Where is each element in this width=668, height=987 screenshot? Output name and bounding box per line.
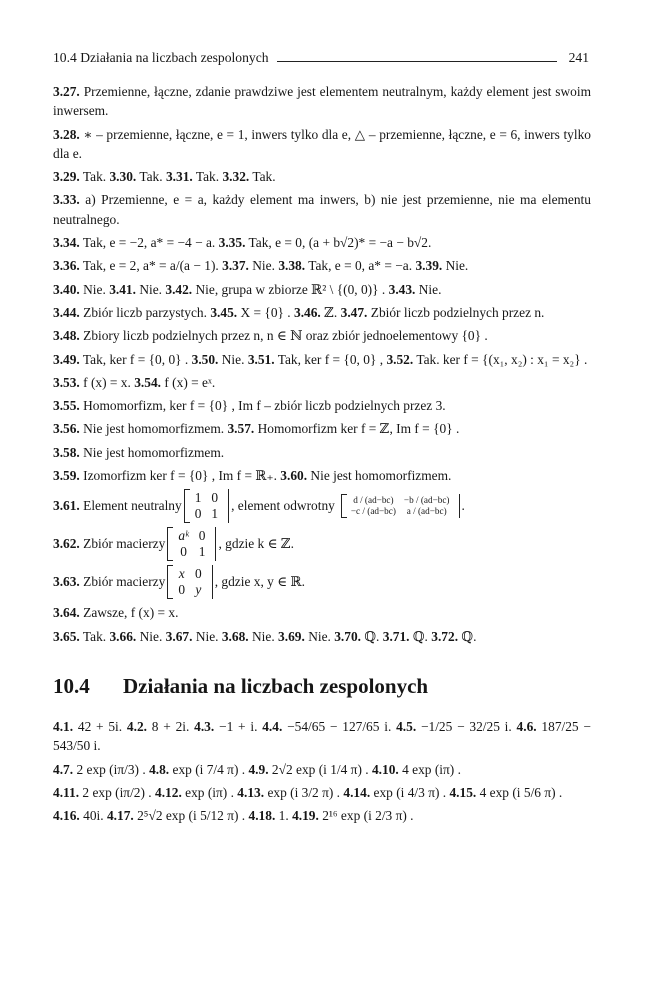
answer-line — [53, 82, 591, 121]
complex-answer-line — [53, 760, 591, 779]
answer-text: 187/25 − 543/50 i. — [53, 718, 591, 754]
answer-text: Nie. — [445, 258, 469, 274]
answer-text: Tak. ker f = {(x₁, x₂) : x₁ = x₂} . — [416, 351, 588, 367]
answer-text: 4 exp (i 5/6 π) . — [479, 784, 563, 800]
answer-number: 3.52. — [386, 351, 414, 367]
matrix-cell: 0 — [195, 566, 202, 582]
answer-line — [53, 303, 591, 322]
answer-number: 3.53. — [53, 374, 80, 390]
answer-text: Nie, grupa w zbiorze ℝ² \ {(0, 0)} . — [195, 281, 386, 297]
answer-number: 3.33. — [53, 192, 80, 208]
answer-text: Nie. — [418, 281, 442, 297]
answer-text: 40i. — [83, 808, 104, 824]
answer-number: 4.2. — [126, 718, 148, 734]
answer-number: 4.12. — [155, 784, 182, 800]
answer-line — [53, 233, 591, 252]
matrix-cell: 1 — [194, 490, 202, 506]
answer-line — [53, 280, 591, 299]
answer-text: Nie jest homomorfizmem. — [83, 421, 225, 437]
answers-block — [53, 82, 591, 829]
answer-number: 3.61. — [53, 498, 80, 514]
answer-text: Przemienne, łączne, zdanie prawdziwe jest elementem neutralnym, każdy element jest swoim inwersem. — [53, 84, 591, 119]
matrix-cell: d / (ad−bc) — [353, 495, 394, 506]
answer-text: Tak. — [195, 169, 220, 185]
matrix — [167, 565, 212, 599]
answer-line — [53, 190, 591, 229]
answer-number: 3.38. — [278, 258, 306, 274]
answer-text: X = {0} . — [240, 304, 291, 320]
answer-number: 3.45. — [210, 304, 238, 320]
answer-text: −1/25 − 32/25 i. — [420, 718, 512, 734]
answer-text: Tak, ker f = {0, 0} , — [277, 351, 384, 367]
matrix-cell: 0 — [178, 582, 186, 598]
answer-text: 2 exp (iπ/2) . — [82, 784, 152, 800]
section-title: Działania na liczbach zespolonych — [123, 673, 429, 698]
answer-text: −1 + i. — [219, 718, 258, 734]
matrix-cell: 0 — [211, 490, 219, 506]
header-rule — [277, 61, 557, 62]
answer-number: 3.62. — [53, 536, 80, 552]
answer-text: exp (iπ) . — [185, 784, 234, 800]
answer-text: exp (i 4/3 π) . — [373, 784, 447, 800]
answer-text: Nie. — [195, 628, 219, 644]
answer-number: 3.71. — [382, 628, 410, 644]
answer-text: 2¹⁶ exp (i 2/3 π) . — [322, 808, 414, 824]
answer-text: Zawsze, f (x) = x. — [83, 605, 179, 621]
complex-answer-line — [53, 717, 591, 756]
answer-text: Tak, e = 0, (a + b√2)* = −a − b√2. — [248, 235, 432, 251]
answer-text: a) Przemienne, e = a, każdy element ma inwers, b) nie jest przemienne, nie ma elementu neutralnego. — [53, 192, 591, 227]
answer-text: Zbiór liczb parzystych. — [83, 304, 207, 320]
answer-text: 8 + 2i. — [151, 718, 190, 734]
answer-text: Zbiór macierzy — [83, 574, 166, 590]
inverse-matrix — [341, 494, 460, 518]
answer-text: f (x) = eˣ. — [164, 374, 216, 390]
matrix-cell: 0 — [180, 544, 187, 560]
answer-text: 2⁵√2 exp (i 5/12 π) . — [137, 808, 246, 824]
answer-number: 3.50. — [191, 351, 219, 367]
answer-text: Nie. — [139, 281, 163, 297]
answer-number: 3.66. — [109, 628, 137, 644]
answer-number: 3.69. — [278, 628, 305, 644]
answer-text: Tak. — [139, 169, 163, 185]
answer-text: Tak, e = 0, a* = −a. — [308, 258, 413, 274]
answer-text: ℚ. — [461, 628, 477, 644]
answer-number: 4.19. — [292, 808, 319, 824]
answer-text: Izomorfizm ker f = {0} , Im f = ℝ₊. — [83, 468, 277, 484]
answer-text: Tak. — [252, 169, 276, 185]
matrix-cell: 0 — [198, 528, 206, 544]
answer-text: Tak, e = 2, a* = a/(a − 1). — [82, 258, 219, 274]
matrix-cell: aᵏ — [178, 528, 189, 544]
answer-text: Element neutralny — [83, 498, 182, 514]
complex-answer-line — [53, 783, 591, 802]
header-title: 10.4 Działania na liczbach zespolonych — [53, 50, 269, 65]
answer-number: 3.65. — [53, 628, 80, 644]
answer-number: 4.17. — [106, 808, 134, 824]
answer-number: 3.41. — [109, 281, 136, 297]
answer-number: 3.47. — [340, 304, 368, 320]
answer-3-64 — [53, 603, 591, 622]
matrix-cell: a / (ad−bc) — [406, 506, 447, 517]
answer-number: 4.9. — [248, 761, 269, 777]
answer-number: 3.58. — [53, 444, 80, 460]
answer-number: 3.54. — [134, 374, 161, 390]
answer-number: 3.40. — [53, 281, 80, 297]
answer-text: Nie. — [252, 628, 275, 644]
answer-number: 4.13. — [237, 784, 265, 800]
answer-number: 3.68. — [221, 628, 249, 644]
answer-text: exp (i 3/2 π) . — [267, 784, 341, 800]
matrix-cell: 1 — [211, 506, 219, 522]
answer-number: 3.64. — [53, 605, 80, 621]
answer-text: Nie. — [221, 351, 245, 367]
answer-number: 3.70. — [334, 628, 362, 644]
answer-number: 3.34. — [53, 235, 80, 251]
answer-text: ℚ. — [364, 628, 380, 644]
answer-number: 3.63. — [53, 574, 80, 590]
answer-text: ℚ. — [412, 628, 428, 644]
answer-number: 3.72. — [431, 628, 459, 644]
answer-line — [53, 125, 591, 164]
answer-number: 4.7. — [53, 761, 74, 777]
answer-number: 4.18. — [248, 808, 276, 824]
answer-text: Homomorfizm, ker f = {0} , Im f – zbiór liczb podzielnych przez 3. — [83, 398, 446, 414]
running-header — [53, 50, 589, 66]
answer-number: 3.60. — [280, 468, 308, 484]
answer-number: 3.27. — [53, 84, 80, 99]
answer-number: 4.15. — [449, 784, 477, 800]
answer-number: 3.44. — [53, 304, 80, 320]
answer-text: Nie. — [308, 628, 331, 644]
matrix-cell: x — [178, 566, 185, 582]
answer-number: 4.14. — [343, 784, 371, 800]
answer-number: 4.10. — [371, 761, 399, 777]
answer-number: 3.43. — [388, 281, 416, 297]
answer-number: 3.35. — [218, 235, 246, 251]
answer-number: 3.39. — [415, 258, 443, 274]
answer-text: Zbiory liczb podzielnych przez n, n ∈ ℕ oraz zbiór jednoelementowy {0} . — [83, 328, 488, 344]
answer-number: 3.67. — [165, 628, 193, 644]
answer-number: 3.51. — [247, 351, 275, 367]
answer-number: 3.59. — [53, 468, 80, 484]
answer-text: , gdzie x, y ∈ ℝ. — [214, 574, 305, 590]
answer-number: 4.8. — [149, 761, 170, 777]
answer-number: 4.11. — [53, 784, 80, 800]
answer-number: 4.6. — [516, 718, 537, 734]
page-number: 241 — [568, 50, 589, 65]
answer-text: ℤ. — [324, 304, 338, 320]
answer-3-62 — [53, 527, 591, 561]
answer-number: 3.36. — [53, 258, 80, 274]
matrix — [167, 527, 216, 561]
answer-line — [53, 167, 591, 186]
answer-number: 3.46. — [294, 304, 321, 320]
answer-number: 3.55. — [53, 398, 80, 414]
answer-text: ∗ – przemienne, łączne, e = 1, inwers tylko dla e, △ – przemienne, łączne, e = 6, inwers tylko dla e. — [53, 126, 591, 161]
answer-number: 4.4. — [262, 718, 283, 734]
matrix-cell: y — [195, 582, 202, 598]
identity-matrix — [184, 489, 229, 523]
answer-text: Tak. — [82, 628, 107, 644]
answer-line — [53, 326, 591, 345]
answer-text: Zbiór liczb podzielnych przez n. — [370, 304, 545, 320]
answer-text: Tak. — [82, 169, 107, 185]
answer-text: −54/65 − 127/65 i. — [287, 718, 392, 734]
complex-answer-line — [53, 806, 591, 825]
answer-number: 3.28. — [53, 126, 80, 142]
answer-number: 3.37. — [222, 258, 249, 274]
answer-number: 3.56. — [53, 421, 80, 437]
answer-text: 2√2 exp (i 1/4 π) . — [271, 761, 369, 777]
answer-text: Nie jest homomorfizmem. — [83, 444, 225, 460]
answer-text: 1. — [278, 808, 289, 824]
answer-text: , gdzie k ∈ ℤ. — [218, 536, 294, 552]
answer-number: 3.29. — [53, 169, 80, 185]
answer-line — [53, 350, 591, 369]
matrix-cell: −b / (ad−bc) — [403, 495, 450, 506]
answer-text: . — [461, 498, 465, 514]
answer-text: 42 + 5i. — [77, 718, 123, 734]
answers-list — [53, 82, 591, 485]
answer-line — [53, 396, 591, 415]
answer-line — [53, 256, 591, 275]
answer-text: Nie. — [83, 281, 106, 297]
answer-text: Tak, ker f = {0, 0} . — [82, 351, 189, 367]
answer-number: 3.48. — [53, 328, 80, 344]
section-number: 10.4 — [53, 673, 90, 698]
answer-text: f (x) = x. — [83, 374, 131, 390]
answer-text: 4 exp (iπ) . — [402, 761, 461, 777]
matrix-cell: 1 — [198, 544, 206, 560]
answer-text: , element odwrotny — [231, 498, 335, 514]
answer-text: exp (i 7/4 π) . — [172, 761, 246, 777]
answer-3-65-line — [53, 627, 591, 646]
answer-line — [53, 373, 591, 392]
answer-number: 3.30. — [109, 169, 137, 185]
answer-number: 3.32. — [222, 169, 250, 185]
answer-number: 3.42. — [165, 281, 193, 297]
answer-text: 2 exp (iπ/3) . — [76, 761, 146, 777]
answer-number: 4.1. — [53, 718, 74, 734]
answer-number: 3.57. — [227, 421, 255, 437]
answer-line — [53, 419, 591, 438]
answer-text: Nie. — [252, 258, 275, 274]
answer-number: 3.31. — [165, 169, 193, 185]
section-heading — [53, 674, 591, 699]
answer-line — [53, 443, 591, 462]
matrix-cell: −c / (ad−bc) — [350, 506, 396, 517]
answer-text: Nie jest homomorfizmem. — [310, 468, 452, 484]
answer-number: 4.3. — [194, 718, 215, 734]
answer-text: Nie. — [139, 628, 163, 644]
complex-answers-list — [53, 717, 591, 825]
answer-text: Homomorfizm ker f = ℤ, Im f = {0} . — [257, 421, 460, 437]
answer-line — [53, 466, 591, 485]
answer-number: 4.16. — [53, 808, 80, 824]
answer-text: Tak, e = −2, a* = −4 − a. — [82, 235, 216, 251]
answer-text: Zbiór macierzy — [83, 536, 166, 552]
answer-3-61 — [53, 489, 591, 523]
answer-3-63 — [53, 565, 591, 599]
answer-number: 4.5. — [396, 718, 417, 734]
answer-number: 3.49. — [53, 351, 80, 367]
matrix-cell: 0 — [194, 506, 202, 522]
